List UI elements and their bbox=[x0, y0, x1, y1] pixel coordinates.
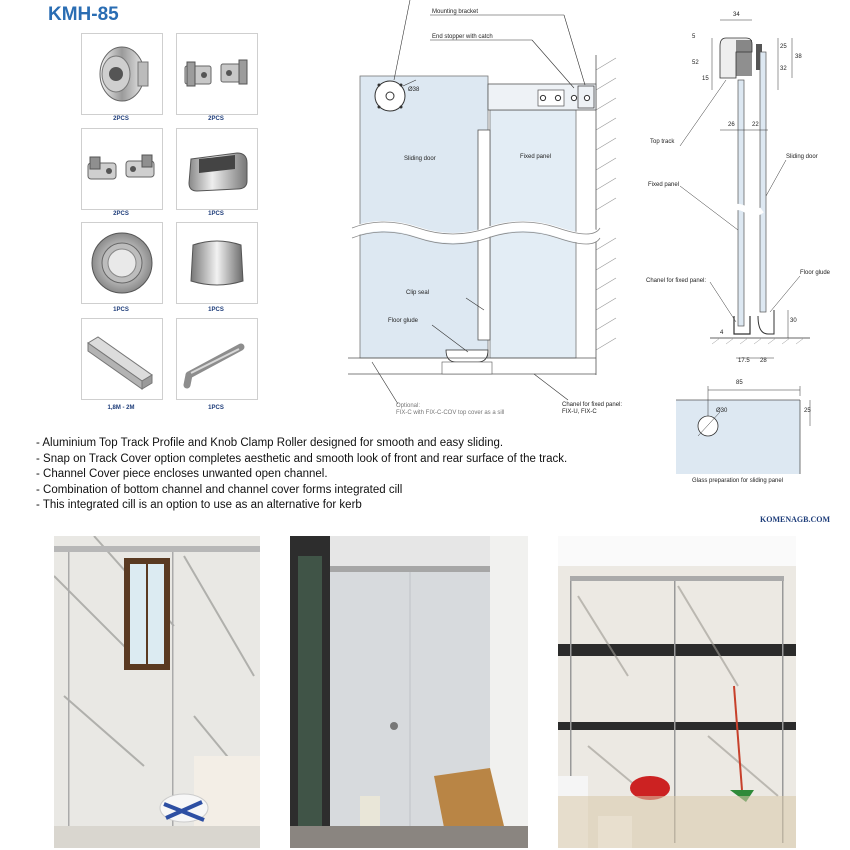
mounting-bracket-icon bbox=[176, 33, 258, 115]
dim-52: 52 bbox=[692, 60, 699, 66]
dim-5: 5 bbox=[692, 34, 696, 40]
label-side-sliding-door: Sliding door bbox=[786, 154, 818, 160]
glass-prep-drawing bbox=[672, 376, 822, 486]
photo-bathroom-3 bbox=[558, 536, 796, 848]
side-section-drawing bbox=[640, 0, 830, 370]
part-qty: 2PCS bbox=[208, 116, 224, 122]
hex-key-icon bbox=[176, 318, 258, 400]
end-stopper-icon bbox=[81, 128, 163, 210]
knob-icon bbox=[81, 222, 163, 304]
label-side-chanel: Chanel for fixed panel: bbox=[646, 278, 707, 284]
website-label: KOMENAGB.COM bbox=[760, 515, 830, 524]
label-side-floor-glude: Floor glude bbox=[800, 270, 831, 276]
part-qty: 2PCS bbox=[113, 211, 129, 217]
label-channel-detail: FIX-U, FIX-C bbox=[562, 409, 597, 415]
glass-hole-dim: Ø30 bbox=[716, 408, 728, 414]
label-sliding-door: Sliding door bbox=[404, 156, 436, 162]
product-title: KMH-85 bbox=[48, 4, 119, 25]
feature-item: - Snap on Track Cover option completes aesthetic and smooth look of front and rear surface of the track. bbox=[36, 452, 568, 465]
photo-bathroom-2 bbox=[290, 536, 528, 848]
label-top-track: Top track bbox=[650, 139, 675, 145]
label-clip-seal: Clip seal bbox=[406, 290, 430, 296]
feature-list bbox=[36, 436, 567, 514]
glass-dim-width: 85 bbox=[736, 380, 743, 386]
dim-25: 25 bbox=[780, 44, 787, 50]
dim-26: 26 bbox=[728, 122, 735, 128]
glass-dim-height: 25 bbox=[804, 408, 811, 414]
dim-34: 34 bbox=[733, 12, 740, 18]
label-channel: Chanel for fixed panel: bbox=[562, 402, 623, 408]
label-mounting-bracket: Mounting bracket bbox=[432, 9, 479, 15]
top-track-profile-icon bbox=[81, 318, 163, 400]
floor-guide-icon bbox=[176, 128, 258, 210]
label-end-stopper: End stopper with catch bbox=[432, 34, 493, 40]
dim-32: 32 bbox=[780, 66, 787, 72]
label-fixed-panel: Fixed panel bbox=[520, 154, 552, 160]
dim-30: 30 bbox=[790, 318, 797, 324]
feature-item: - This integrated cill is an option to use as an alternative for kerb bbox=[36, 499, 362, 511]
feature-item: - Channel Cover piece encloses unwanted open channel. bbox=[36, 468, 328, 480]
dim-4: 4 bbox=[720, 330, 724, 336]
label-side-fixed-panel: Fixed panel bbox=[648, 182, 680, 188]
dim-28: 28 bbox=[760, 358, 767, 364]
part-qty: 1PCS bbox=[208, 405, 224, 411]
photo-bathroom-1 bbox=[54, 536, 260, 848]
front-view-drawing bbox=[338, 0, 623, 425]
part-qty: 1PCS bbox=[208, 211, 224, 217]
roller-wheel-icon bbox=[81, 33, 163, 115]
label-floor-glude: Floor glude bbox=[388, 318, 419, 324]
feature-item: - Combination of bottom channel and channel cover forms integrated cill bbox=[36, 483, 403, 496]
part-qty: 2PCS bbox=[113, 116, 129, 122]
feature-item: - Aluminium Top Track Profile and Knob Clamp Roller designed for smooth and easy sliding. bbox=[36, 437, 504, 449]
label-optional-detail: FIX-C with FIX-C-COV top cover as a sill bbox=[396, 410, 505, 416]
dim-17-5: 17.5 bbox=[738, 358, 750, 364]
part-qty: 1PCS bbox=[113, 307, 129, 313]
part-qty: 1,8M - 2M bbox=[107, 405, 135, 411]
dim-22: 22 bbox=[752, 122, 759, 128]
glass-caption: Glass preparation for sliding panel bbox=[692, 478, 784, 484]
dim-38: 38 bbox=[795, 54, 802, 60]
label-hole-dim: Ø38 bbox=[408, 87, 420, 93]
label-optional: Optional: bbox=[396, 403, 421, 409]
part-qty: 1PCS bbox=[208, 307, 224, 313]
dim-15: 15 bbox=[702, 76, 709, 82]
channel-cover-icon bbox=[176, 222, 258, 304]
